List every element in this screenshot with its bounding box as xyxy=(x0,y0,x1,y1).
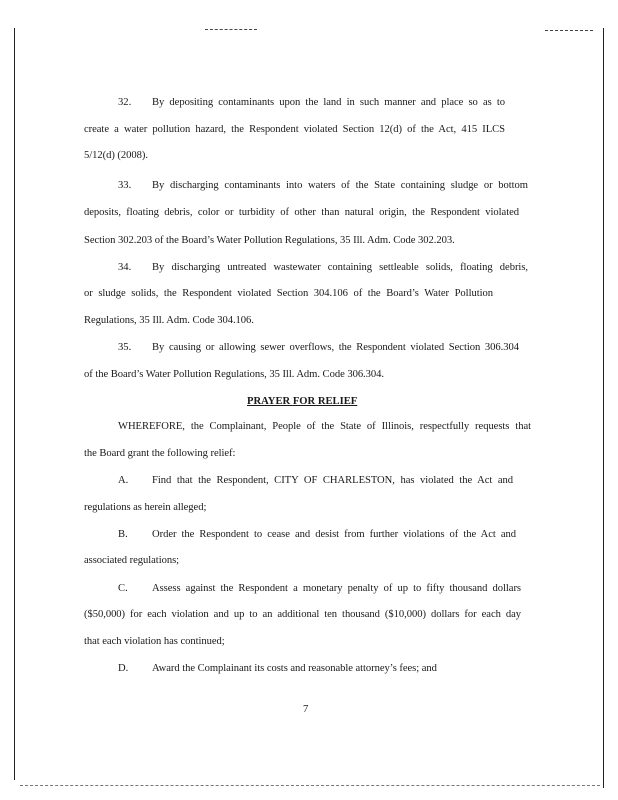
scan-left-border xyxy=(14,28,15,780)
paragraph-number: 33. xyxy=(118,180,132,191)
relief-letter: B. xyxy=(118,529,128,540)
relief-letter: C. xyxy=(118,583,128,594)
paragraph-line: 5/12(d) (2008). xyxy=(84,150,148,161)
paragraph-line: deposits, floating debris, color or turbidity of other than natural origin, the Respondent violated xyxy=(84,207,519,218)
relief-letter: D. xyxy=(118,663,129,674)
relief-line: Order the Respondent to cease and desist from further violations of the Act and xyxy=(152,529,516,540)
relief-line: regulations as herein alleged; xyxy=(84,502,207,513)
relief-letter: A. xyxy=(118,475,129,486)
page-number: 7 xyxy=(303,704,309,715)
section-heading: PRAYER FOR RELIEF xyxy=(247,396,358,407)
paragraph-line: By discharging untreated wastewater containing settleable solids, floating debris, xyxy=(152,262,528,273)
paragraph-line: By depositing contaminants upon the land in such manner and place so as to xyxy=(152,97,505,108)
relief-line: that each violation has continued; xyxy=(84,636,225,647)
paragraph-number: 34. xyxy=(118,262,132,273)
wherefore-line: WHEREFORE, the Complainant, People of the State of Illinois, respectfully requests that xyxy=(118,421,531,432)
scan-right-border xyxy=(603,28,604,788)
wherefore-line: the Board grant the following relief: xyxy=(84,448,236,459)
paragraph-line: or sludge solids, the Respondent violated Section 304.106 of the Board’s Water Pollution xyxy=(84,288,493,299)
relief-line: Find that the Respondent, CITY OF CHARLESTON, has violated the Act and xyxy=(152,475,513,486)
paragraph-line: Section 302.203 of the Board’s Water Pollution Regulations, 35 Ill. Adm. Code 302.203. xyxy=(84,235,455,246)
paragraph-line: By causing or allowing sewer overflows, the Respondent violated Section 306.304 xyxy=(152,342,519,353)
paragraph-line: Regulations, 35 Ill. Adm. Code 304.106. xyxy=(84,315,254,326)
scan-top-dash-right xyxy=(545,30,593,31)
scan-top-dash xyxy=(205,29,257,30)
paragraph-number: 32. xyxy=(118,97,132,108)
relief-line: Award the Complainant its costs and reasonable attorney’s fees; and xyxy=(152,663,437,674)
paragraph-number: 35. xyxy=(118,342,132,353)
relief-line: Assess against the Respondent a monetary penalty of up to fifty thousand dollars xyxy=(152,583,521,594)
relief-line: ($50,000) for each violation and up to an additional ten thousand ($10,000) dollars for each day xyxy=(84,609,521,620)
paragraph-line: create a water pollution hazard, the Respondent violated Section 12(d) of the Act, 415 ILCS xyxy=(84,124,505,135)
paragraph-line: By discharging contaminants into waters of the State containing sludge or bottom xyxy=(152,180,528,191)
paragraph-line: of the Board’s Water Pollution Regulations, 35 Ill. Adm. Code 306.304. xyxy=(84,369,384,380)
relief-line: associated regulations; xyxy=(84,555,180,566)
scan-bottom-dash xyxy=(20,785,600,786)
